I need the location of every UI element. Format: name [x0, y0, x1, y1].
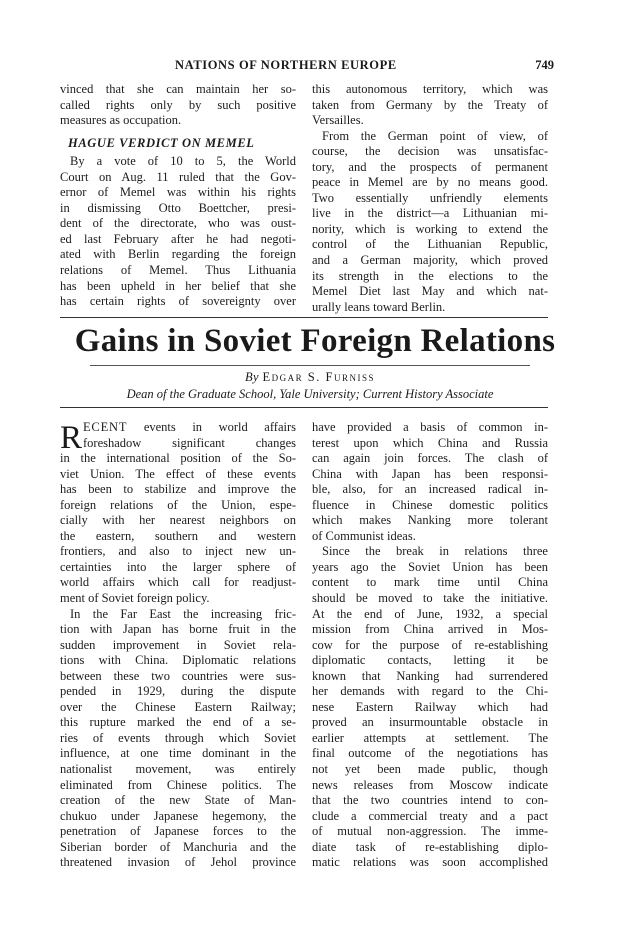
text-line: tions with China. Diplomatic relations: [60, 653, 296, 668]
text-line: has been upheld in her belief that she: [60, 278, 296, 293]
text-line: in dismissing Otto Boettcher, presi-: [60, 200, 296, 215]
text-line: final outcome of the negotiations has: [312, 746, 548, 761]
text-line: earlier attempts at settlement. The: [312, 730, 548, 745]
text-line: dent of the directorate, who was oust-: [60, 216, 296, 231]
text-line: called rights only by such positive: [60, 97, 296, 112]
running-head-title: NATIONS OF NORTHERN EUROPE: [175, 58, 397, 72]
text-line: which makes Nanking more tolerant: [312, 513, 548, 528]
text-line: between these two countries were sus-: [60, 668, 296, 683]
text-line: of mutual non-aggression. The imme-: [312, 824, 548, 839]
text-line: ated with Berlin regarding the foreign: [60, 247, 296, 262]
text-line: ries of events through which Soviet: [60, 730, 296, 745]
text-line: fluence in Chinese domestic politics: [312, 497, 548, 512]
small-caps-lead: ECENT: [83, 420, 128, 434]
text-line: content to mark time until China: [312, 575, 548, 590]
text-line-rest: events in world affairs: [127, 420, 296, 434]
author-affiliation: Dean of the Graduate School, Yale University; Current History Associate: [126, 387, 494, 401]
author-name: Edgar S. Furniss: [262, 370, 375, 384]
text-line: tory, and the prospects of permanent: [312, 159, 548, 174]
text-line: nationalist movement, was entirely: [60, 762, 296, 777]
page-number: 749: [535, 58, 554, 72]
text-line: cially with her nearest neighbors on: [60, 513, 296, 528]
title-divider: [90, 365, 530, 366]
text-line: sudden improvement in Soviet rela-: [60, 637, 296, 652]
text-line: certainties into the larger sphere of: [60, 559, 296, 574]
top-right-column: [312, 82, 548, 315]
text-line: foreshadow significant changes: [83, 435, 296, 450]
text-line: ed last February after he had negoti-: [60, 231, 296, 246]
text-line: and a German majority, which proved: [312, 253, 548, 268]
text-line: Two essentially unfriendly elements: [312, 190, 548, 205]
text-line: measures as occupation.: [60, 113, 182, 128]
text-line: her demands with regard to the Chi-: [312, 684, 548, 699]
text-line: that the two countries intend to con-: [312, 793, 548, 808]
text-line: of Communist ideas.: [312, 528, 416, 543]
text-line: have provided a basis of common in-: [312, 420, 548, 434]
text-line: the eastern, southern and western: [60, 528, 296, 543]
text-line: tion with Japan has borne fruit in the: [60, 622, 296, 637]
top-left-column: [60, 82, 296, 310]
running-head: [60, 58, 570, 74]
byline-prefix: By: [245, 370, 259, 384]
text-line: news releases from Moscow indicate: [312, 777, 548, 792]
text-line: By a vote of 10 to 5, the World: [70, 154, 296, 169]
text-line: course, the decision was unsatisfac-: [312, 144, 548, 159]
article-left-column: [60, 420, 296, 871]
drop-cap: R: [60, 420, 83, 456]
text-line: should be moved to take the initiative.: [312, 591, 548, 606]
text-line: foreign relations of the Union, espe-: [60, 497, 296, 512]
text-line: this autonomous territory, which was: [312, 82, 548, 96]
text-line: has been to stabilize and improve the: [60, 482, 296, 497]
text-line: relations of Memel. Thus Lithuania: [60, 263, 296, 278]
text-line: Siberian border of Manchuria and the: [60, 839, 296, 854]
text-line: control of the Lithuanian Republic,: [312, 237, 548, 252]
text-line: this rupture marked the end of a se-: [60, 715, 296, 730]
text-line: cow for the purpose of re-establishing: [312, 637, 548, 652]
text-line: At the end of June, 1932, a special: [312, 606, 548, 621]
text-line: threatened invasion of Jehol province: [60, 855, 296, 870]
text-line: From the German point of view, of: [322, 128, 548, 143]
text-line: creation of the new State of Man-: [60, 793, 296, 808]
text-line: eliminated from Chinese politics. The: [60, 777, 296, 792]
text-line: ment of Soviet foreign policy.: [60, 591, 210, 606]
text-line: has certain rights of sovereignty over: [60, 294, 296, 309]
text-line: Since the break in relations three: [322, 544, 548, 559]
text-line: diplomatic contacts, letting it be: [312, 653, 548, 668]
text-line: [60, 420, 296, 436]
text-line: influence, at one time dominant in the: [60, 746, 296, 761]
text-line: known that Nanking had surrendered: [312, 668, 548, 683]
text-line: matic relations was soon accomplished: [312, 855, 548, 870]
text-line: world affairs which call for readjust-: [60, 575, 296, 590]
text-line: China with Japan has been responsi-: [312, 466, 548, 481]
text-line: nese Eastern Railway which had: [312, 699, 548, 714]
text-line: in the international position of the So-: [60, 451, 296, 466]
text-line: ernor of Memel was within his rights: [60, 185, 296, 200]
byline: [60, 370, 560, 385]
text-line: mission from China arrived in Mos-: [312, 622, 548, 637]
text-line: can again join forces. The clash of: [312, 451, 548, 466]
header-bottom-divider: [60, 407, 548, 408]
text-line: nority, which is working to extend the: [312, 221, 548, 236]
text-line: proved an insurmountable obstacle in: [312, 715, 548, 730]
text-line: ble, also, for an increased radical in-: [312, 482, 548, 497]
text-line: peace in Memel are by no means good.: [312, 175, 548, 190]
text-line: frontiers, and also to inject new un-: [60, 544, 296, 559]
text-line: live in the district—a Lithuanian mi-: [312, 206, 548, 221]
text-line: urally leans toward Berlin.: [312, 299, 446, 314]
text-line: taken from Germany by the Treaty of: [312, 97, 548, 112]
text-line: viet Union. The effect of these events: [60, 466, 296, 481]
text-line: clude a commercial treaty and a pact: [312, 808, 548, 823]
text-line: vinced that she can maintain her so-: [60, 82, 296, 96]
text-line: Versailles.: [312, 113, 364, 128]
text-line: pended in 1929, during the dispute: [60, 684, 296, 699]
text-line: diate task of re-establishing diplo-: [312, 839, 548, 854]
text-line: not yet been made public, though: [312, 762, 548, 777]
section-subhead: HAGUE VERDICT ON MEMEL: [68, 135, 255, 150]
text-line: years ago the Soviet Union has been: [312, 559, 548, 574]
article-right-column: [312, 420, 548, 871]
text-line: In the Far East the increasing fric-: [70, 606, 296, 621]
text-line: terest upon which China and Russia: [312, 435, 548, 450]
text-line: penetration of Japanese forces to the: [60, 824, 296, 839]
text-line: over the Chinese Eastern Railway;: [60, 699, 296, 714]
text-line: Memel Diet last May and which nat-: [312, 284, 548, 299]
text-line: chukuo under Japanese hegemony, the: [60, 808, 296, 823]
article-title: Gains in Soviet Foreign Relations: [74, 323, 556, 359]
text-line: Court on Aug. 11 ruled that the Gov-: [60, 169, 296, 184]
text-line: its strength in the elections to the: [312, 268, 548, 283]
